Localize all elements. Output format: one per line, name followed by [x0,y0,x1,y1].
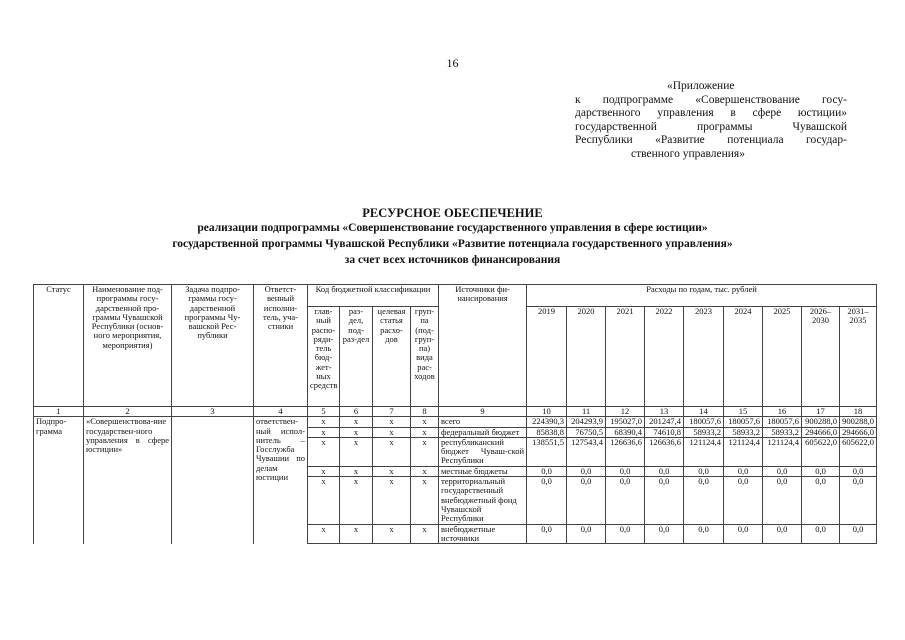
column-number: 17 [802,407,840,417]
column-number: 12 [606,407,645,417]
column-number: 1 [34,407,84,417]
header-code-main: глав-ный распо-ряди-тель бюд-жет-ных средств [308,307,340,407]
value-cell: 0,0 [645,524,684,544]
value-cell: 0,0 [763,477,802,524]
value-cell: 204293,9 [567,417,606,427]
header-year: 2025 [763,307,802,407]
column-number: 14 [684,407,724,417]
code-cell: x [308,417,340,427]
code-cell: x [340,417,373,427]
value-cell: 180057,6 [724,417,763,427]
status-cell: Подпро-грамма [34,417,84,544]
value-cell: 126636,6 [645,437,684,466]
column-number: 7 [373,407,411,417]
column-number: 13 [645,407,684,417]
value-cell: 0,0 [684,477,724,524]
value-cell: 605622,0 [802,437,840,466]
source-cell: республиканский бюджет Чуваш-ской Республики [439,437,527,466]
value-cell: 121124,4 [763,437,802,466]
value-cell: 76750,5 [567,427,606,437]
task-cell [172,417,254,544]
code-cell: x [308,466,340,476]
header-status: Статус [34,285,84,407]
value-cell: 0,0 [802,466,840,476]
value-cell: 900288,0 [840,417,877,427]
column-number: 2 [84,407,172,417]
column-number-row [34,407,877,417]
value-cell: 0,0 [840,524,877,544]
column-number: 11 [567,407,606,417]
source-cell: федеральный бюджет [439,427,527,437]
value-cell: 900288,0 [802,417,840,427]
column-number: 8 [411,407,439,417]
value-cell: 126636,6 [606,437,645,466]
header-budget-code: Код бюджетной классификации [308,285,439,307]
source-cell: территориальный государственный внебюджетный фонд Чувашской Республики [439,477,527,524]
value-cell: 0,0 [527,477,567,524]
header-name: Наименование под-программы госу-дарственной про-граммы Чувашской Республики (основ-ного мероприятия, мероприятия) [84,285,172,407]
header-expenses: Расходы по годам, тыс. рублей [527,285,877,307]
code-cell: x [340,524,373,544]
value-cell: 0,0 [606,524,645,544]
code-cell: x [373,477,411,524]
responsible-cell: ответствен-ный испол-нитель – Госслужба Чувашии по делам юстиции [254,417,308,544]
value-cell: 0,0 [527,466,567,476]
code-cell: x [373,437,411,466]
code-cell: x [308,477,340,524]
header-year: 2020 [567,307,606,407]
value-cell: 121124,4 [684,437,724,466]
code-cell: x [411,427,439,437]
header-code-group: груп-па (под-груп-па) вида рас-ходов [411,307,439,407]
value-cell: 58933,2 [724,427,763,437]
value-cell: 224390,3 [527,417,567,427]
code-cell: x [411,466,439,476]
code-cell: x [340,437,373,466]
appendix-line: Республики «Развитие потенциала государ- [575,134,847,146]
appendix-line: ственного управления» [631,147,745,160]
name-cell: «Совершенствова-ние государствен-ного управления в сфере юстиции» [84,417,172,544]
value-cell: 0,0 [606,477,645,524]
code-cell: x [308,427,340,437]
value-cell: 0,0 [840,477,877,524]
column-number: 18 [840,407,877,417]
value-cell: 0,0 [606,466,645,476]
column-number: 3 [172,407,254,417]
header-year: 2019 [527,307,567,407]
code-cell: x [308,524,340,544]
value-cell: 195027,0 [606,417,645,427]
value-cell: 0,0 [567,466,606,476]
code-cell: x [411,477,439,524]
document-subtitle: реализации подпрограммы «Совершенствование государственного управления в сфере юстиции» [197,222,708,234]
code-cell: x [308,437,340,466]
column-number: 4 [254,407,308,417]
value-cell: 0,0 [724,524,763,544]
column-number: 10 [527,407,567,417]
document-subtitle: государственной программы Чувашской Республики «Развитие потенциала государственного управления» [172,238,733,250]
value-cell: 0,0 [763,466,802,476]
code-cell: x [373,524,411,544]
appendix-line: к подпрограмме «Совершенствование госу- [575,93,847,106]
header-year: 2026–2030 [802,307,840,407]
resource-table [33,284,877,544]
header-task: Задача подпро-граммы госу-дарственной программы Чу-вашской Рес-публики [172,285,254,407]
value-cell: 58933,2 [763,427,802,437]
value-cell: 121124,4 [724,437,763,466]
header-code-section: раз-дел, под-раз-дел [340,307,373,407]
code-cell: x [411,417,439,427]
source-cell: всего [439,417,527,427]
value-cell: 0,0 [724,477,763,524]
header-year: 2024 [724,307,763,407]
value-cell: 0,0 [802,477,840,524]
column-number: 9 [439,407,527,417]
source-cell: внебюджетные источники [439,524,527,544]
header-responsible: Ответст-венный исполни-тель, уча-стники [254,285,308,407]
value-cell: 0,0 [684,466,724,476]
code-cell: x [373,466,411,476]
value-cell: 0,0 [763,524,802,544]
value-cell: 0,0 [527,524,567,544]
value-cell: 0,0 [724,466,763,476]
appendix-line: «Приложение [667,80,735,92]
value-cell: 74610,8 [645,427,684,437]
source-cell: местные бюджеты [439,466,527,476]
document-subtitle: за счет всех источников финансирования [344,254,561,266]
column-number: 5 [308,407,340,417]
value-cell: 58933,2 [684,427,724,437]
value-cell: 201247,4 [645,417,684,427]
code-cell: x [411,524,439,544]
value-cell: 0,0 [567,477,606,524]
page-number: 16 [446,56,459,70]
document-title: РЕСУРСНОЕ ОБЕСПЕЧЕНИЕ [362,206,543,220]
code-cell: x [340,427,373,437]
column-number: 15 [724,407,763,417]
header-sources: Источники фи-нансирования [439,285,527,407]
value-cell: 294666,0 [802,427,840,437]
value-cell: 294666,0 [840,427,877,437]
appendix-line: дарственного управления в сфере юстиции» [575,107,847,119]
value-cell: 0,0 [645,466,684,476]
value-cell: 127543,4 [567,437,606,466]
table-row [34,417,877,427]
code-cell: x [340,466,373,476]
header-year: 2022 [645,307,684,407]
code-cell: x [373,427,411,437]
header-year: 2023 [684,307,724,407]
value-cell: 0,0 [802,524,840,544]
value-cell: 605622,0 [840,437,877,466]
code-cell: x [411,437,439,466]
header-code-target: целевая статья расхо-дов [373,307,411,407]
value-cell: 85838,8 [527,427,567,437]
value-cell: 138551,5 [527,437,567,466]
appendix-note [575,80,847,161]
header-year: 2031–2035 [840,307,877,407]
column-number: 6 [340,407,373,417]
code-cell: x [340,477,373,524]
value-cell: 0,0 [684,524,724,544]
appendix-line: государственной программы Чувашской [575,120,847,133]
header-year: 2021 [606,307,645,407]
value-cell: 0,0 [840,466,877,476]
column-number: 16 [763,407,802,417]
value-cell: 0,0 [567,524,606,544]
value-cell: 180057,6 [684,417,724,427]
code-cell: x [373,417,411,427]
value-cell: 180057,6 [763,417,802,427]
value-cell: 0,0 [645,477,684,524]
value-cell: 68390,4 [606,427,645,437]
